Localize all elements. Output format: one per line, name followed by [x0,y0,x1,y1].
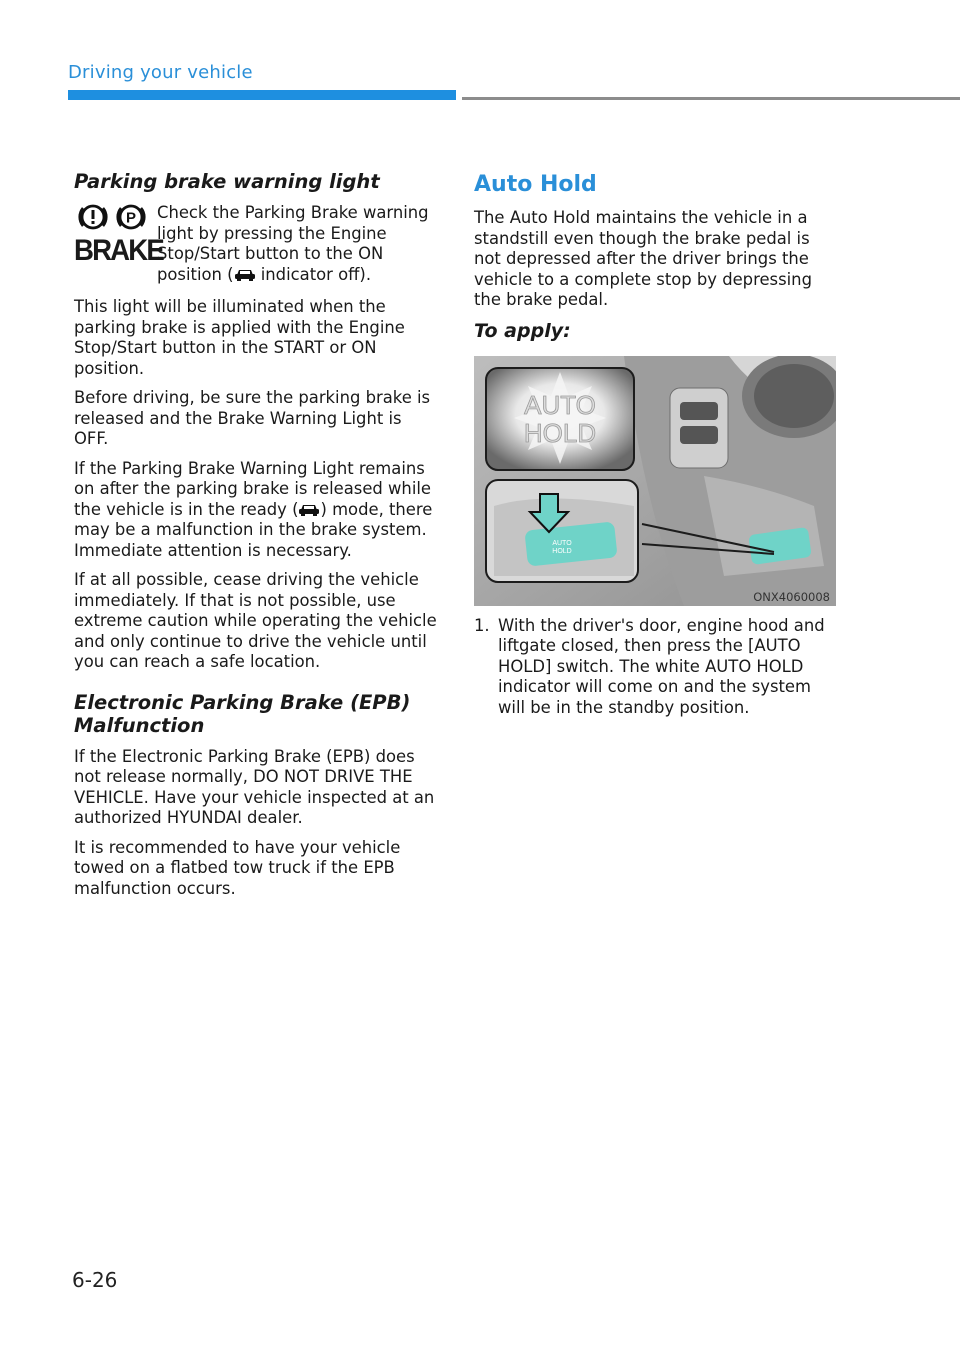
auto-hold-glow-text-1: AUTO [524,389,596,420]
brake-warning-text: Check the Parking Brake warning light by pressing the Engine Stop/Start button to the ON position ( indicator off). [157,203,429,284]
section-title: Driving your vehicle [68,62,253,83]
brake-warning-block [74,203,438,285]
right-column [474,170,836,718]
auto-hold-figure [474,356,836,606]
brake-warning-icon [74,203,163,285]
list-item: 1. With the driver's door, engine hood and liftgate closed, then press the [AUTO HOLD] switch. The white AUTO HOLD indicator will come on and the system will be in the standby position. [474,615,825,717]
auto-hold-heading: Auto Hold [474,172,597,197]
auto-hold-button-text-1: AUTO [552,539,572,547]
auto-hold-button-text-2: HOLD [552,547,572,555]
paragraph: If the Parking Brake Warning Light remains on after the parking brake is released while the vehicle is in the ready ( ) mode, there may be a malfunction in the brake system. Immediate attention is necessary. [74,458,433,560]
paragraph: This light will be illuminated when the parking brake is applied with the Engine Stop/Start button in the START or ON position. [74,297,405,378]
brake-icon-label: BRAKE [74,234,163,267]
auto-hold-glow-text-2: HOLD [523,417,597,448]
header-accent-bar [68,90,456,100]
left-column [74,170,438,908]
epb-heading: Electronic Parking Brake (EPB) Malfunction [74,690,411,737]
console-illustration [474,356,836,606]
to-apply-heading: To apply: [474,319,571,342]
paragraph: If at all possible, cease driving the vehicle immediately. If that is not possible, use extreme caution while operating the vehicle and only continue to drive the vehicle until you can reach a safe location. [74,570,437,671]
figure-caption: ONX4060008 [753,589,830,604]
paragraph: The Auto Hold maintains the vehicle in a standstill even though the brake pedal is not depressed after the driver brings the vehicle to a complete stop by depressing the brake pedal. [474,208,812,309]
ready-car-icon [298,503,320,517]
paragraph: If the Electronic Parking Brake (EPB) does not release normally, DO NOT DRIVE THE VEHICLE. Have your vehicle inspected at an authorized HYUNDAI dealer. [74,746,435,827]
paragraph: It is recommended to have your vehicle towed on a flatbed tow truck if the EPB malfunction occurs. [74,837,401,898]
parking-brake-heading: Parking brake warning light [74,170,380,193]
page-number: 6-26 [72,1268,118,1292]
ready-car-icon [234,268,256,282]
svg-text:P: P [125,209,137,227]
header-rule [462,97,960,100]
paragraph: Before driving, be sure the parking brake is released and the Brake Warning Light is OFF. [74,388,431,448]
